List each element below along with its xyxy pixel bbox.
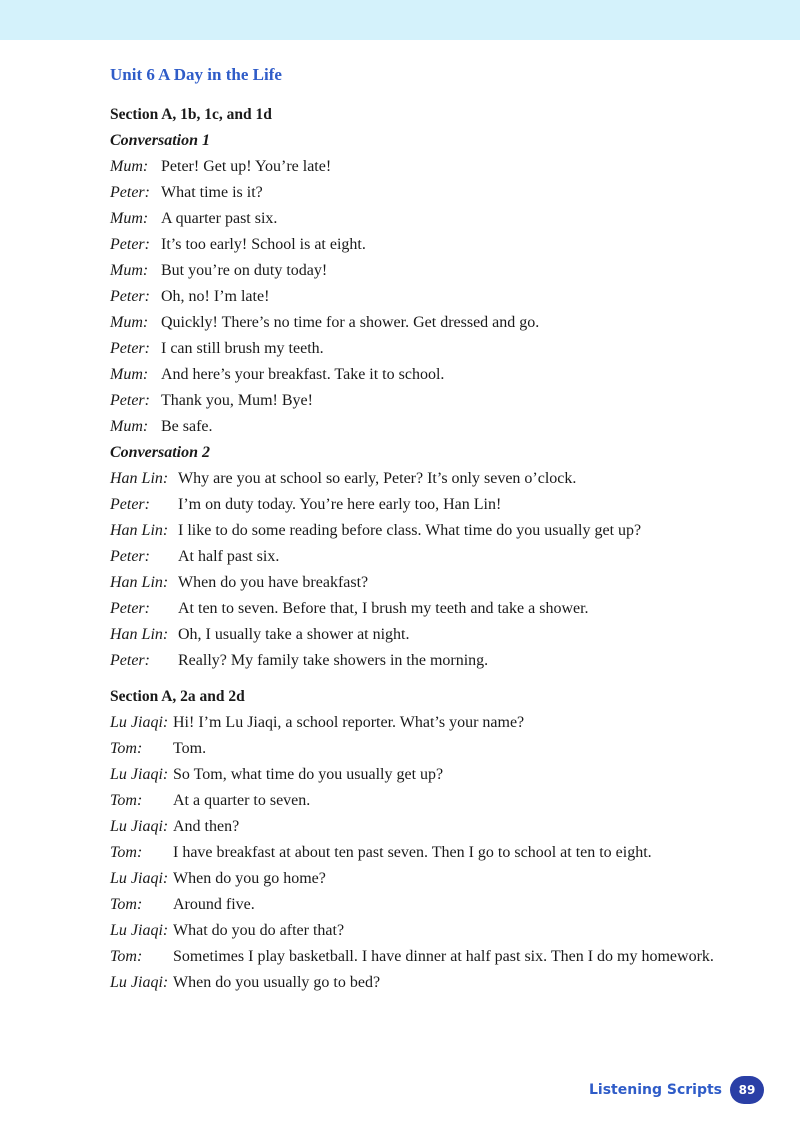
speaker-label: Tom: (110, 792, 143, 809)
section-2-dialogue (110, 710, 750, 996)
utterance: Sometimes I play basketball. I have dinner at half past six. Then I do my homework. (173, 948, 714, 965)
dialogue-line (110, 388, 750, 414)
utterance: At half past six. (178, 548, 280, 565)
speaker-label: Lu Jiaqi: (110, 818, 169, 835)
speaker-label: Han Lin: (110, 522, 169, 539)
dialogue-line (110, 866, 750, 892)
dialogue-line (110, 180, 750, 206)
utterance: And here’s your breakfast. Take it to school. (161, 366, 445, 383)
dialogue-line (110, 918, 750, 944)
utterance: Hi! I’m Lu Jiaqi, a school reporter. What’s your name? (173, 714, 525, 731)
utterance: I have breakfast at about ten past seven. Then I go to school at ten to eight. (173, 844, 652, 861)
dialogue-line (110, 840, 750, 866)
dialogue-line (110, 154, 750, 180)
speaker-label: Tom: (110, 844, 143, 861)
page-footer (589, 1076, 764, 1104)
speaker-label: Lu Jiaqi: (110, 870, 169, 887)
utterance: A quarter past six. (161, 210, 278, 227)
conversation-1-heading: Conversation 1 (110, 132, 211, 149)
utterance: And then? (173, 818, 240, 835)
utterance: What do you do after that? (173, 922, 345, 939)
speaker-label: Tom: (110, 948, 143, 965)
utterance: When do you usually go to bed? (173, 974, 381, 991)
speaker-label: Peter: (110, 340, 150, 357)
dialogue-line (110, 970, 750, 996)
speaker-label: Peter: (110, 236, 150, 253)
speaker-label: Mum: (110, 314, 149, 331)
dialogue-line (110, 710, 750, 736)
utterance: When do you go home? (173, 870, 326, 887)
dialogue-line (110, 466, 750, 492)
utterance: At ten to seven. Before that, I brush my teeth and take a shower. (178, 600, 589, 617)
unit-title: Unit 6 A Day in the Life (110, 65, 282, 84)
dialogue-line (110, 336, 750, 362)
utterance: When do you have breakfast? (178, 574, 369, 591)
utterance: I like to do some reading before class. What time do you usually get up? (178, 522, 642, 539)
utterance: Peter! Get up! You’re late! (161, 158, 332, 175)
speaker-label: Mum: (110, 262, 149, 279)
speaker-label: Peter: (110, 548, 150, 565)
speaker-label: Han Lin: (110, 626, 169, 643)
utterance: It’s too early! School is at eight. (161, 236, 366, 253)
utterance: So Tom, what time do you usually get up? (173, 766, 444, 783)
dialogue-line (110, 362, 750, 388)
dialogue-line (110, 258, 750, 284)
top-color-band (0, 0, 800, 40)
conversation-2-dialogue (110, 466, 750, 674)
dialogue-line (110, 622, 750, 648)
dialogue-line (110, 892, 750, 918)
speaker-label: Peter: (110, 392, 150, 409)
dialogue-line (110, 788, 750, 814)
dialogue-line (110, 310, 750, 336)
speaker-label: Lu Jiaqi: (110, 922, 169, 939)
speaker-label: Han Lin: (110, 470, 169, 487)
utterance: But you’re on duty today! (161, 262, 328, 279)
speaker-label: Mum: (110, 158, 149, 175)
speaker-label: Peter: (110, 184, 150, 201)
utterance: Why are you at school so early, Peter? It’s only seven o’clock. (178, 470, 577, 487)
conversation-2-heading: Conversation 2 (110, 444, 211, 461)
speaker-label: Han Lin: (110, 574, 169, 591)
dialogue-line (110, 492, 750, 518)
speaker-label: Peter: (110, 496, 150, 513)
dialogue-line (110, 232, 750, 258)
speaker-label: Tom: (110, 740, 143, 757)
utterance: Quickly! There’s no time for a shower. Get dressed and go. (161, 314, 540, 331)
speaker-label: Lu Jiaqi: (110, 714, 169, 731)
speaker-label: Mum: (110, 210, 149, 227)
dialogue-line (110, 736, 750, 762)
section-heading-1: Section A, 1b, 1c, and 1d (110, 106, 272, 123)
speaker-label: Tom: (110, 896, 143, 913)
dialogue-line (110, 570, 750, 596)
utterance: Really? My family take showers in the morning. (178, 652, 489, 669)
page-number-badge: 89 (730, 1076, 764, 1104)
speaker-label: Mum: (110, 418, 149, 435)
utterance: Oh, I usually take a shower at night. (178, 626, 410, 643)
utterance: I can still brush my teeth. (161, 340, 324, 357)
speaker-label: Mum: (110, 366, 149, 383)
utterance: At a quarter to seven. (173, 792, 311, 809)
utterance: Thank you, Mum! Bye! (161, 392, 313, 409)
utterance: I’m on duty today. You’re here early too, Han Lin! (178, 496, 502, 513)
section-heading-2: Section A, 2a and 2d (110, 688, 245, 705)
utterance: Tom. (173, 740, 207, 757)
dialogue-line (110, 596, 750, 622)
dialogue-line (110, 762, 750, 788)
dialogue-line (110, 648, 750, 674)
dialogue-line (110, 284, 750, 310)
dialogue-line (110, 544, 750, 570)
dialogue-line (110, 206, 750, 232)
utterance: Be safe. (161, 418, 213, 435)
utterance: Around five. (173, 896, 255, 913)
speaker-label: Peter: (110, 288, 150, 305)
dialogue-line (110, 414, 750, 440)
dialogue-line (110, 944, 750, 970)
utterance: Oh, no! I’m late! (161, 288, 270, 305)
utterance: What time is it? (161, 184, 263, 201)
speaker-label: Peter: (110, 652, 150, 669)
dialogue-line (110, 814, 750, 840)
dialogue-line (110, 518, 750, 544)
speaker-label: Lu Jiaqi: (110, 974, 169, 991)
footer-section-label: Listening Scripts (589, 1082, 722, 1098)
conversation-1-dialogue (110, 154, 750, 440)
speaker-label: Peter: (110, 600, 150, 617)
page-content (110, 62, 750, 996)
speaker-label: Lu Jiaqi: (110, 766, 169, 783)
